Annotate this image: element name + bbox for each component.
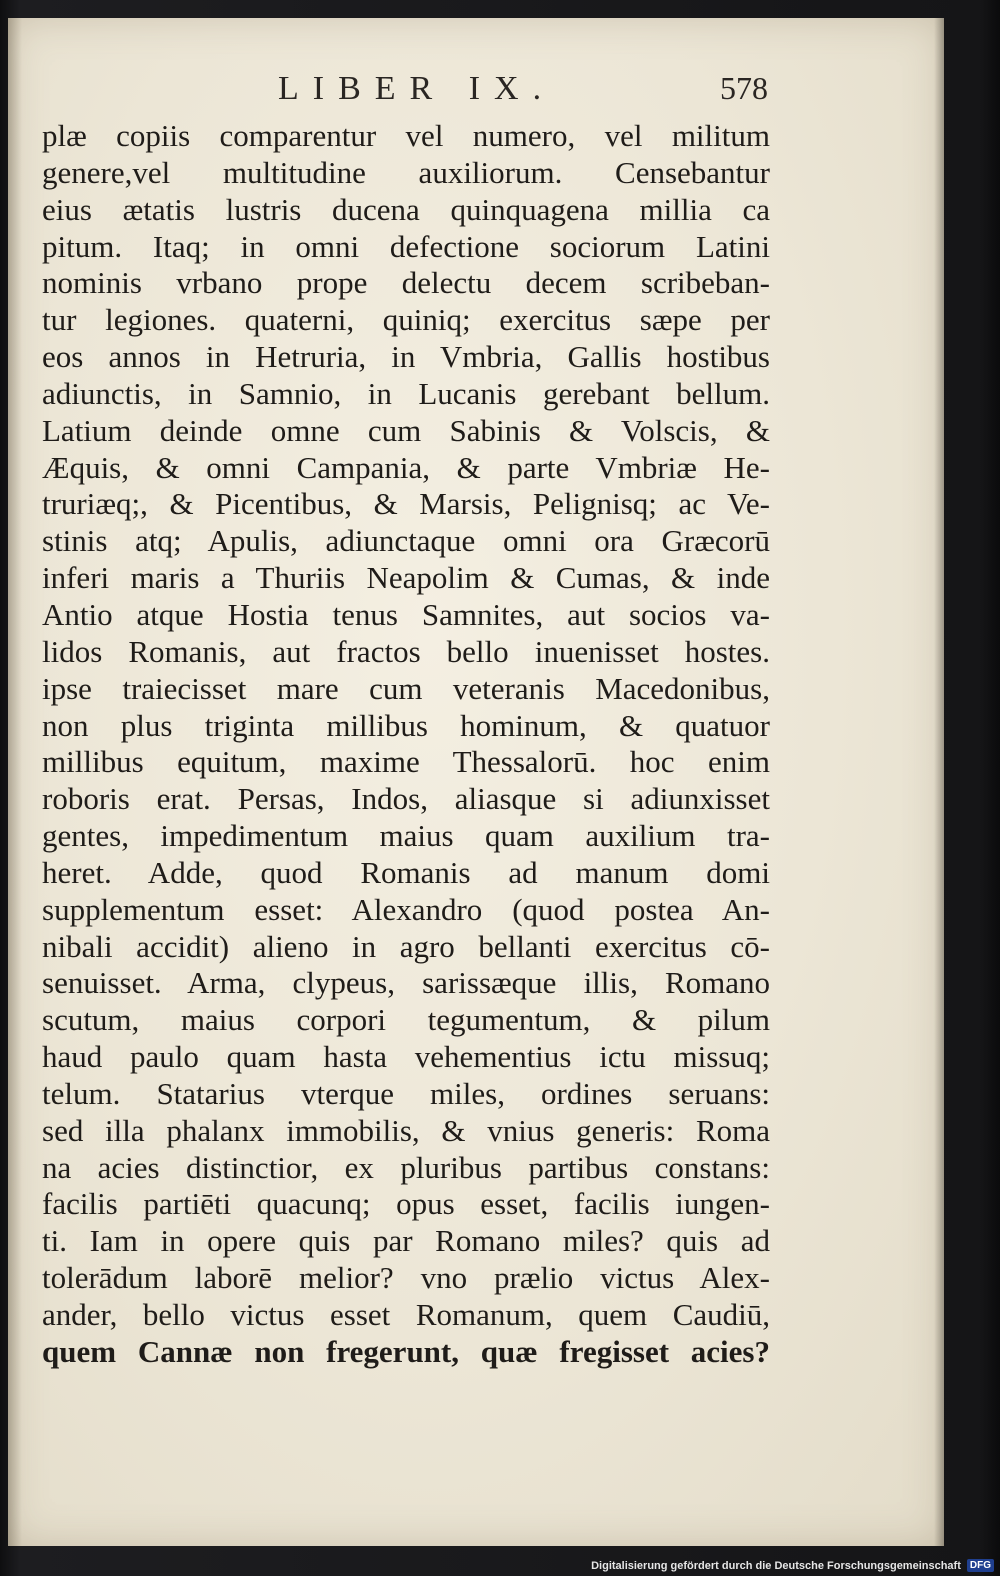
text-line: senuisset. Arma, clypeus, sarissæque illis, Romano <box>42 965 770 1001</box>
text-line: lidos Romanis, aut fractos bello inuenisset hostes. <box>42 633 770 669</box>
digitization-credit <box>591 1559 994 1572</box>
text-line: eius ætatis lustris ducena quinquagena millia ca <box>42 191 770 227</box>
text-line: ander, bello victus esset Romanum, quem Caudiū, <box>42 1297 770 1332</box>
text-line: ti. Iam in opere quis par Romano miles? quis ad <box>42 1223 770 1259</box>
text-line: inferi maris a Thuriis Neapolim & Cumas, & inde <box>42 560 770 596</box>
text-line: sed illa phalanx immobilis, & vnius generis: Roma <box>42 1112 770 1148</box>
text-line: plæ copiis comparentur vel numero, vel militum <box>42 118 770 153</box>
text-line: scutum, maius corpori tegumentum, & pilum <box>42 1002 770 1038</box>
body-text <box>42 118 770 1371</box>
text-line: roboris erat. Persas, Indos, aliasque si adiunxisset <box>42 781 770 817</box>
text-line: quem Cannæ non fregerunt, quæ fregisset acies? <box>42 1333 770 1369</box>
text-line: millibus equitum, maxime Thessalorū. hoc enim <box>42 744 770 780</box>
text-line: telum. Statarius vterque miles, ordines seruans: <box>42 1075 770 1111</box>
text-line: nominis vrbano prope delectu decem scribeban- <box>42 265 770 301</box>
text-line: supplementum esset: Alexandro (quod postea An- <box>42 891 770 927</box>
text-line: nibali accidit) alieno in agro bellanti exercitus cō- <box>42 928 770 964</box>
text-line: pitum. Itaq; in omni defectione sociorum Latini <box>42 228 770 264</box>
text-line: adiunctis, in Samnio, in Lucanis gerebant bellum. <box>42 375 770 411</box>
text-line: tolerādum laborē melior? vno prælio victus Alex- <box>42 1260 770 1296</box>
text-line: tur legiones. quaterni, quiniq; exercitus sæpe per <box>42 302 770 338</box>
text-line: heret. Adde, quod Romanis ad manum domi <box>42 854 770 890</box>
text-line: haud paulo quam hasta vehementius ictu missuq; <box>42 1039 770 1075</box>
text-line: Antio atque Hostia tenus Samnites, aut socios va- <box>42 596 770 632</box>
dfg-logo: DFG <box>967 1559 994 1572</box>
text-line: na acies distinctior, ex pluribus partibus constans: <box>42 1149 770 1185</box>
running-head: LIBER IX. <box>278 70 556 107</box>
text-line: genere,vel multitudine auxiliorum. Censebantur <box>42 154 770 190</box>
credit-text: Digitalisierung gefördert durch die Deutsche Forschungsgemeinschaft <box>591 1559 961 1572</box>
book-page <box>8 18 944 1546</box>
text-line: truriæq;, & Picentibus, & Marsis, Pelignisq; ac Ve- <box>42 486 770 522</box>
text-line: Latium deinde omne cum Sabinis & Volscis, & <box>42 412 770 448</box>
text-line: ipse traiecisset mare cum veteranis Macedonibus, <box>42 670 770 706</box>
text-line: non plus triginta millibus hominum, & quatuor <box>42 707 770 743</box>
text-line: eos annos in Hetruria, in Vmbria, Gallis hostibus <box>42 339 770 375</box>
page-number: 578 <box>720 70 768 106</box>
text-line: facilis partiēti quacunq; opus esset, facilis iungen- <box>42 1186 770 1222</box>
text-line: gentes, impedimentum maius quam auxilium tra- <box>42 818 770 854</box>
text-line: Æquis, & omni Campania, & parte Vmbriæ He- <box>42 449 770 485</box>
text-line: stinis atq; Apulis, adiunctaque omni ora Græcorū <box>42 523 770 559</box>
